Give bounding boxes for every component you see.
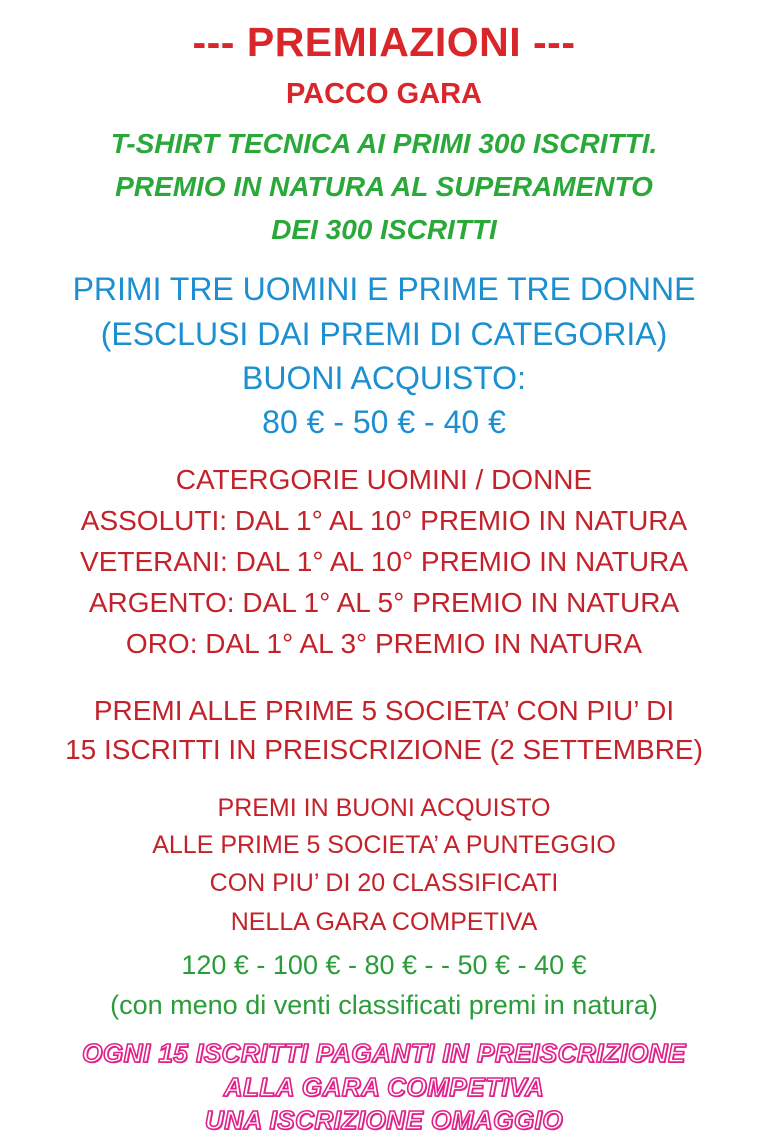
categoria-line: VETERANI: DAL 1° AL 10° PREMIO IN NATURA: [80, 546, 688, 577]
buoni-note: (con meno di venti classificati premi in natura): [110, 990, 658, 1020]
page-subtitle: PACCO GARA: [285, 78, 483, 110]
page-title: --- PREMIAZIONI ---: [192, 19, 576, 65]
societa-punteggio-line: CON PIU’ DI 20 CLASSIFICATI: [209, 869, 559, 897]
primi-tre-line: (ESCLUSI DAI PREMI DI CATEGORIA): [100, 316, 668, 352]
societa-punteggio-line: PREMI IN BUONI ACQUISTO: [217, 794, 551, 822]
primi-tre-line: BUONI ACQUISTO:: [242, 360, 526, 396]
societa-preiscrizione-line: 15 ISCRITTI IN PREISCRIZIONE (2 SETTEMBRE): [65, 734, 703, 765]
societa-punteggio-line: ALLE PRIME 5 SOCIETA’ A PUNTEGGIO: [152, 831, 616, 859]
categorie-heading: CATERGORIE UOMINI / DONNE: [175, 464, 593, 495]
primi-tre-amounts: 80 € - 50 € - 40 €: [262, 404, 506, 440]
societa-punteggio-line: NELLA GARA COMPETIVA: [230, 908, 538, 936]
categoria-line: ORO: DAL 1° AL 3° PREMIO IN NATURA: [125, 628, 643, 659]
omaggio-line: UNA ISCRIZIONE OMAGGIO: [204, 1105, 564, 1135]
societa-preiscrizione-line: PREMI ALLE PRIME 5 SOCIETA’ CON PIU’ DI: [93, 695, 675, 726]
primi-tre-line: PRIMI TRE UOMINI E PRIME TRE DONNE: [72, 271, 696, 307]
pacco-gara-line: PREMIO IN NATURA AL SUPERAMENTO: [115, 171, 653, 202]
pacco-gara-line: DEI 300 ISCRITTI: [271, 214, 497, 245]
omaggio-line: ALLA GARA COMPETIVA: [223, 1072, 545, 1102]
omaggio-line: OGNI 15 ISCRITTI PAGANTI IN PREISCRIZIONE: [82, 1038, 686, 1068]
categoria-line: ASSOLUTI: DAL 1° AL 10° PREMIO IN NATURA: [80, 505, 688, 536]
categoria-line: ARGENTO: DAL 1° AL 5° PREMIO IN NATURA: [88, 587, 680, 618]
buoni-amounts: 120 € - 100 € - 80 € - - 50 € - 40 €: [181, 950, 587, 980]
pacco-gara-line: T-SHIRT TECNICA AI PRIMI 300 ISCRITTI.: [110, 128, 658, 159]
